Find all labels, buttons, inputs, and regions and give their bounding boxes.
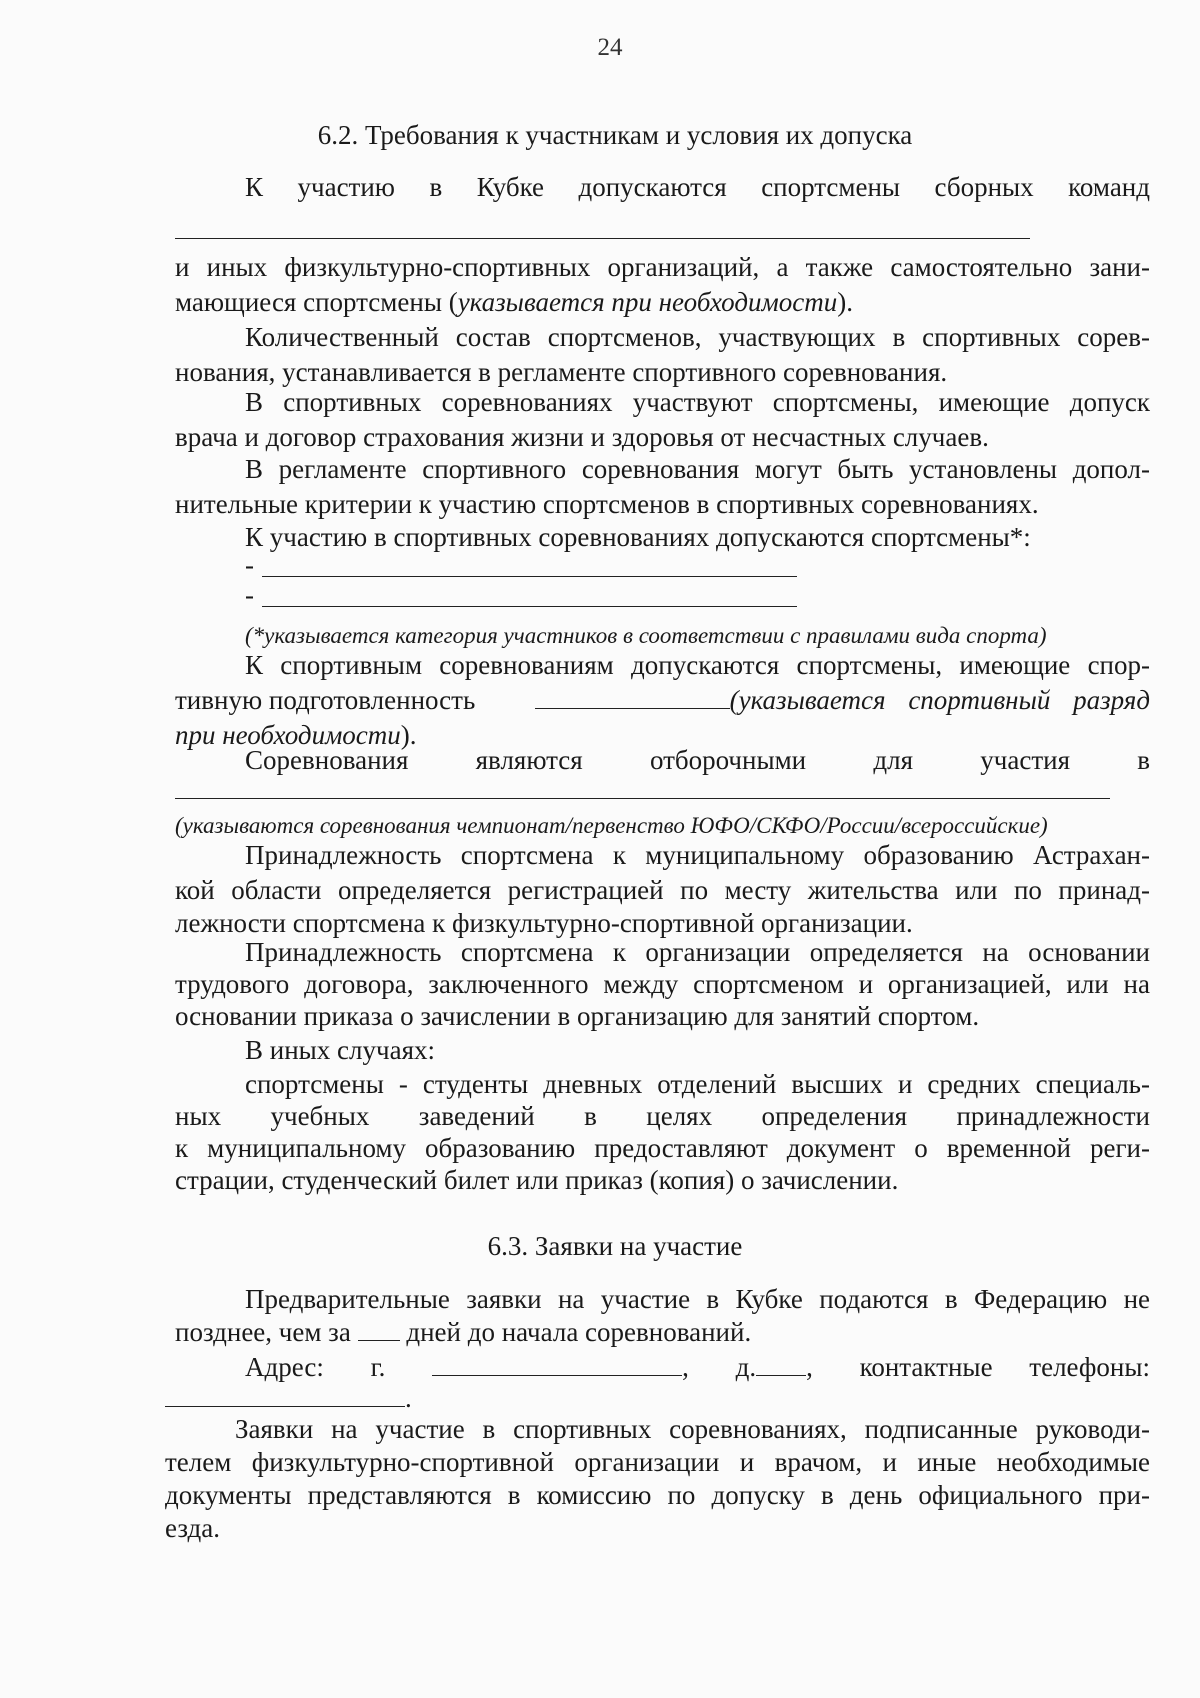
- p1-line3-end: ).: [837, 287, 853, 317]
- p6-line2-text: тивную подготовленность: [175, 685, 476, 715]
- p1-line3-italic: указывается при необходимости: [457, 287, 838, 317]
- s3-p1-line2-a: позднее, чем за: [175, 1317, 351, 1347]
- address-city-label: г.: [370, 1352, 386, 1382]
- fill-line-phones: [165, 1386, 405, 1407]
- p1-line2: и иных физкультурно-спортивных организаций, а также самостоятельно зани-: [175, 252, 1150, 282]
- p10-line1: В иных случаях:: [245, 1035, 435, 1065]
- p2-line2: нования, устанавливается в регламенте спортивного соревнования.: [175, 357, 948, 387]
- p1-line3-text: мающиеся спортсмены (: [175, 287, 458, 317]
- s3-p2-line3: документы представляются в комиссию по допуску в день официального при-: [165, 1480, 1150, 1510]
- p6-line2-right: [535, 683, 1150, 718]
- p6-line2-italic: (указывается спортивный разряд: [729, 685, 1150, 715]
- p8-line2: кой области определяется регистрацией по месту жительства или по принад-: [175, 875, 1150, 905]
- s3-p1-line2: [175, 1315, 751, 1350]
- p4-line2: нительные критерии к участию спортсменов в спортивных соревнованиях.: [175, 489, 1039, 519]
- p6-line1: К спортивным соревнованиям допускаются спортсмены, имеющие спор-: [245, 650, 1150, 680]
- p6-line2: [175, 683, 1150, 718]
- section-6-2-title: 6.2. Требования к участникам и условия их допуска: [317, 120, 913, 150]
- s3-p1-line1: Предварительные заявки на участие в Кубке подаются в Федерацию не: [245, 1284, 1150, 1314]
- page-number: 24: [597, 34, 623, 61]
- p7-line1: Соревнования являются отборочными для участия в: [245, 745, 1150, 775]
- fill-line-category-1: [262, 576, 797, 577]
- dash-item-2: -: [245, 580, 254, 610]
- p1-line1: К участию в Кубке допускаются спортсмены сборных команд: [245, 172, 1150, 202]
- period: .: [405, 1383, 412, 1413]
- p5-line1: К участию в спортивных соревнованиях допускаются спортсмены*:: [245, 522, 1031, 552]
- p6-line3-end: ).: [400, 720, 417, 750]
- fill-line-house: [756, 1351, 806, 1376]
- fill-line-days: [358, 1318, 400, 1341]
- address-house-field: [736, 1350, 813, 1385]
- p11-line2: ных учебных заведений в целях определения принадлежности: [175, 1101, 1150, 1131]
- p8-line3: лежности спортсмена к физкультурно-спортивной организации.: [175, 908, 913, 938]
- s3-p2-line1: Заявки на участие в спортивных соревнованиях, подписанные руководи-: [235, 1414, 1150, 1444]
- p6-line3-italic: при необходимости: [175, 720, 401, 750]
- p8-line1: Принадлежность спортсмена к муниципальному образованию Астрахан-: [245, 840, 1150, 870]
- p2-line1: Количественный состав спортсменов, участвующих в спортивных сорев-: [245, 322, 1150, 352]
- p11-line4: страции, студенческий билет или приказ (копия) о зачислении.: [175, 1165, 899, 1195]
- address-phones-label: контактные телефоны:: [859, 1352, 1150, 1382]
- s3-p2-line4: езда.: [165, 1513, 220, 1543]
- comma: ,: [682, 1352, 689, 1382]
- p9-line2: трудового договора, заключенного между спортсменом и организацией, или на: [175, 969, 1150, 999]
- address-line: [245, 1350, 1150, 1385]
- address-label: Адрес:: [245, 1352, 324, 1382]
- comma: ,: [806, 1352, 813, 1382]
- p9-line1: Принадлежность спортсмена к организации определяется на основании: [245, 937, 1150, 967]
- footnote-category: (*указывается категория участников в соответствии с правилами вида спорта): [245, 623, 1047, 648]
- section-6-3-title: 6.3. Заявки на участие: [487, 1231, 743, 1261]
- p4-line1: В регламенте спортивного соревнования могут быть установлены допол-: [245, 454, 1150, 484]
- s3-p1-line2-b: дней до начала соревнований.: [406, 1317, 752, 1347]
- dash-item-1: -: [245, 550, 254, 580]
- s3-p2-line2: телем физкультурно-спортивной организации и врачом, и иные необходимые: [165, 1447, 1150, 1477]
- fill-line-rank: [535, 684, 730, 709]
- p3-line2: врача и договор страхования жизни и здоровья от несчастных случаев.: [175, 422, 989, 452]
- p11-line3: к муниципальному образованию предоставляют документ о временной реги-: [175, 1133, 1150, 1163]
- p9-line3: основании приказа о зачислении в организацию для занятий спортом.: [175, 1001, 980, 1031]
- address-house-label: д.: [735, 1352, 757, 1382]
- fill-line-competitions: [175, 798, 1110, 799]
- p11-line1: спортсмены - студенты дневных отделений высших и средних специаль-: [245, 1069, 1150, 1099]
- phones-field: [165, 1381, 412, 1416]
- p3-line1: В спортивных соревнованиях участвуют спортсмены, имеющие допуск: [245, 387, 1150, 417]
- fill-line-teams: [175, 238, 1030, 239]
- fill-line-category-2: [262, 606, 797, 607]
- fill-line-city: [432, 1351, 682, 1376]
- footnote-competitions: (указываются соревнования чемпионат/первенство ЮФО/СКФО/России/всероссийские): [175, 813, 1048, 838]
- address-city-field: [432, 1350, 689, 1385]
- p1-line3: [175, 285, 853, 320]
